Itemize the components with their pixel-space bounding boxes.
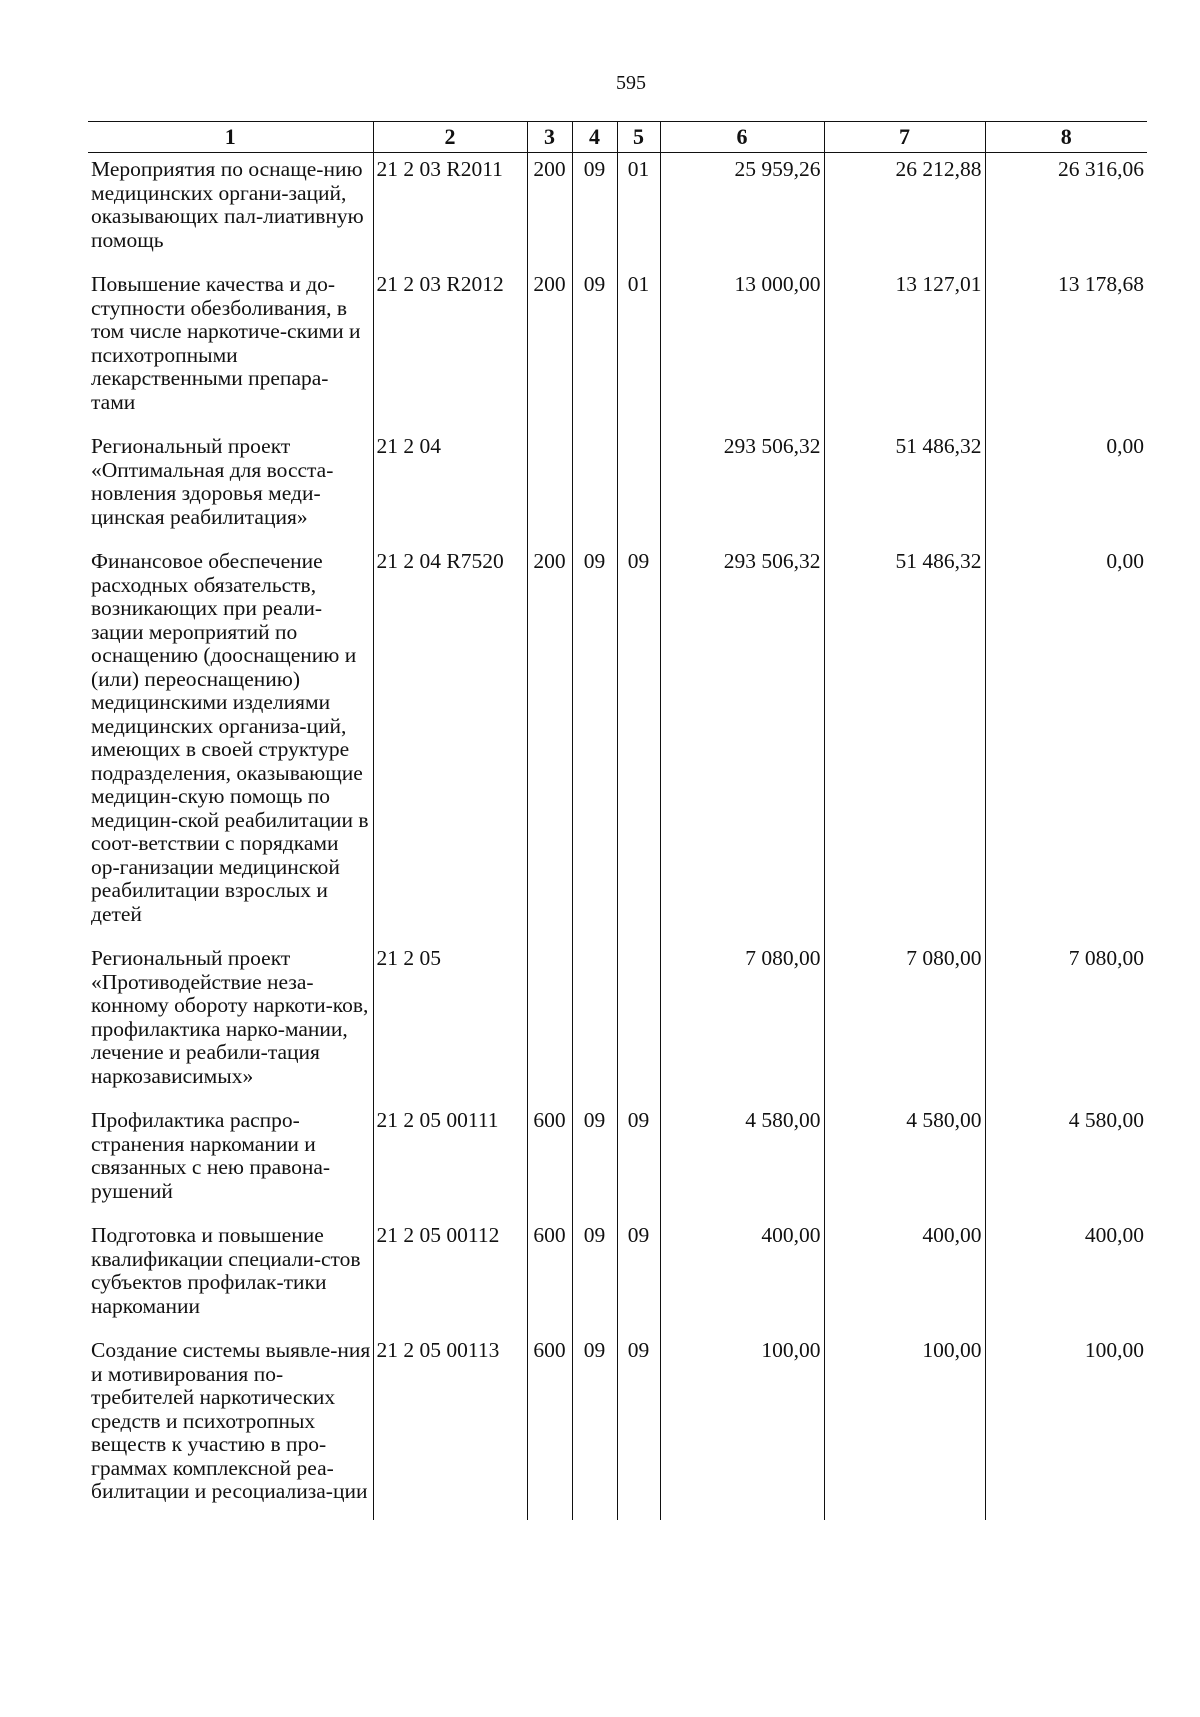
row-col8: 100,00	[985, 1334, 1147, 1520]
row-col8: 0,00	[985, 545, 1147, 942]
row-col6: 100,00	[660, 1334, 824, 1520]
row-col3: 600	[527, 1334, 572, 1520]
row-col4	[572, 942, 617, 1104]
budget-table	[88, 121, 1147, 1520]
row-col4: 09	[572, 1334, 617, 1520]
row-code: 21 2 03 R2011	[373, 153, 527, 269]
row-code: 21 2 04	[373, 430, 527, 545]
row-col4: 09	[572, 153, 617, 269]
row-col4	[572, 430, 617, 545]
row-col8: 0,00	[985, 430, 1147, 545]
table-row	[88, 153, 1147, 269]
row-code: 21 2 04 R7520	[373, 545, 527, 942]
row-col3: 600	[527, 1219, 572, 1334]
table-header-row	[88, 122, 1147, 153]
row-code: 21 2 03 R2012	[373, 268, 527, 430]
row-col4: 09	[572, 1219, 617, 1334]
column-header: 6	[660, 122, 824, 153]
column-header: 7	[824, 122, 985, 153]
row-code: 21 2 05 00112	[373, 1219, 527, 1334]
row-col6: 25 959,26	[660, 153, 824, 269]
column-header: 3	[527, 122, 572, 153]
row-col5	[617, 430, 660, 545]
row-col7: 400,00	[824, 1219, 985, 1334]
row-col3: 200	[527, 153, 572, 269]
row-name: Финансовое обеспечение расходных обязательств, возникающих при реали-зации мероприятий по оснащению (дооснащению и (или) переоснащению) медицинскими изделиями медицинских организа-ций, имеющих в своей структуре подразделения, оказывающие медицин-скую помощь по медицин-ской реабилитации в соот-ветствии с порядками ор-ганизации медицинской реабилитации взрослых и детей	[91, 549, 369, 926]
row-col5: 09	[617, 1334, 660, 1520]
row-col8: 13 178,68	[985, 268, 1147, 430]
row-col5: 09	[617, 1104, 660, 1219]
row-col4: 09	[572, 1104, 617, 1219]
row-name: Региональный проект «Противодействие неза-конному обороту наркоти-ков, профилактика нарко-мании, лечение и реабили-тация наркозависимых»	[91, 946, 369, 1088]
row-col8: 7 080,00	[985, 942, 1147, 1104]
row-col7: 4 580,00	[824, 1104, 985, 1219]
row-col7: 7 080,00	[824, 942, 985, 1104]
row-col6: 293 506,32	[660, 545, 824, 942]
column-header: 4	[572, 122, 617, 153]
table-row	[88, 1219, 1147, 1334]
column-header: 8	[985, 122, 1147, 153]
row-col5: 01	[617, 153, 660, 269]
row-col6: 13 000,00	[660, 268, 824, 430]
row-col3: 600	[527, 1104, 572, 1219]
table-row	[88, 1104, 1147, 1219]
row-name: Подготовка и повышение квалификации специали-стов субъектов профилак-тики наркомании	[91, 1223, 361, 1318]
row-col3	[527, 942, 572, 1104]
row-col5: 01	[617, 268, 660, 430]
row-name: Профилактика распро-странения наркомании и связанных с нею правона-рушений	[91, 1108, 331, 1203]
row-col3	[527, 430, 572, 545]
row-code: 21 2 05 00113	[373, 1334, 527, 1520]
row-col6: 293 506,32	[660, 430, 824, 545]
row-col8: 26 316,06	[985, 153, 1147, 269]
row-col7: 51 486,32	[824, 430, 985, 545]
row-col7: 51 486,32	[824, 545, 985, 942]
page-number: 595	[616, 72, 646, 94]
row-col3: 200	[527, 268, 572, 430]
row-code: 21 2 05 00111	[373, 1104, 527, 1219]
row-col7: 13 127,01	[824, 268, 985, 430]
row-col8: 400,00	[985, 1219, 1147, 1334]
row-col3: 200	[527, 545, 572, 942]
row-col7: 26 212,88	[824, 153, 985, 269]
row-col6: 400,00	[660, 1219, 824, 1334]
row-name: Создание системы выявле-ния и мотивирования по-требителей наркотических средств и психотропных веществ к участию в про-граммах комплексной реа-билитации и ресоциализа-ции	[91, 1338, 371, 1503]
row-col5: 09	[617, 1219, 660, 1334]
table-row	[88, 545, 1147, 942]
row-name: Повышение качества и до-ступности обезболивания, в том числе наркотиче-скими и психотропными лекарственными препара-тами	[91, 272, 361, 414]
column-header: 5	[617, 122, 660, 153]
row-name: Мероприятия по оснаще-нию медицинских органи-заций, оказывающих пал-лиативную помощь	[91, 157, 364, 252]
row-col5	[617, 942, 660, 1104]
table-row	[88, 430, 1147, 545]
row-col7: 100,00	[824, 1334, 985, 1520]
row-col6: 4 580,00	[660, 1104, 824, 1219]
row-col8: 4 580,00	[985, 1104, 1147, 1219]
row-col4: 09	[572, 545, 617, 942]
row-code: 21 2 05	[373, 942, 527, 1104]
column-header: 2	[373, 122, 527, 153]
row-col6: 7 080,00	[660, 942, 824, 1104]
row-col4: 09	[572, 268, 617, 430]
table-row	[88, 1334, 1147, 1520]
row-col5: 09	[617, 545, 660, 942]
table-row	[88, 268, 1147, 430]
column-header: 1	[88, 122, 373, 153]
row-name: Региональный проект «Оптимальная для восста-новления здоровья меди-цинская реабилитация»	[91, 434, 334, 529]
table-row	[88, 942, 1147, 1104]
